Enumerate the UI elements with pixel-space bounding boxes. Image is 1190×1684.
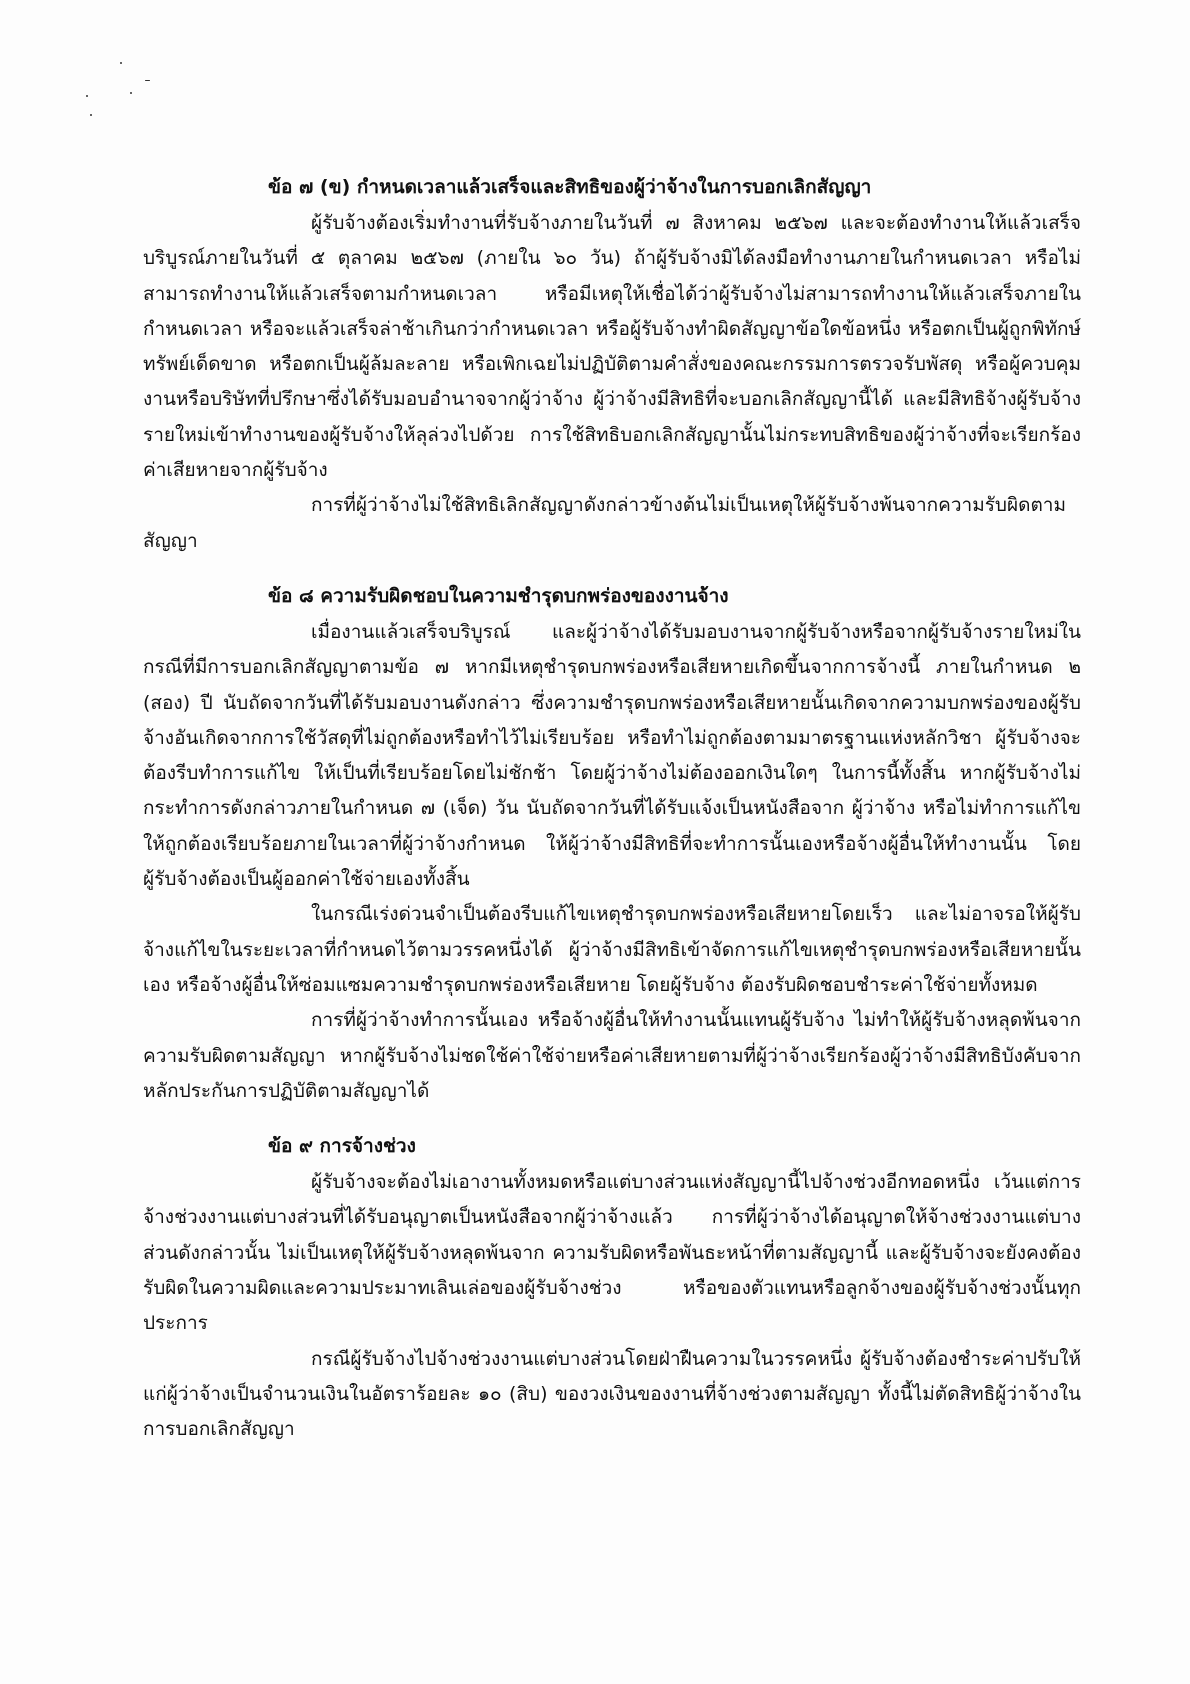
scan-speck [90,114,92,116]
clause-paragraph: ผู้รับจ้างจะต้องไม่เอางานทั้งหมดหรือแต่บางส่วนแห่งสัญญานี้ไปจ้างช่วงอีกทอดหนึ่ง เว้นแต่การจ้างช่วงงานแต่บางส่วนที่ได้รับอนุญาตเป็นหนังสือจากผู้ว่าจ้างแล้ว การที่ผู้ว่าจ้างได้อนุญาตให้จ้างช่วงงานแต่บางส่วนดังกล่าวนั้น ไม่เป็นเหตุให้ผู้รับจ้างหลุดพ้นจาก ความรับผิดหรือพันธะหน้าที่ตามสัญญานี้ และผู้รับจ้างจะยังคงต้องรับผิดในความผิดและความประมาทเลินเล่อของผู้รับจ้างช่วง หรือของตัวแทนหรือลูกจ้างของผู้รับจ้างช่วงนั้นทุกประการ [143,1171,1081,1335]
document-body [143,172,1081,1448]
clause-8 [143,581,1081,1109]
scan-speck [120,62,122,64]
clause-heading: ข้อ ๘ ความรับผิดชอบในความชำรุดบกพร่องของงานจ้าง [268,584,729,607]
clause-paragraph: ในกรณีเร่งด่วนจำเป็นต้องรีบแก้ไขเหตุชำรุดบกพร่องหรือเสียหายโดยเร็ว และไม่อาจรอให้ผู้รับจ้างแก้ไขในระยะเวลาที่กำหนดไว้ตามวรรคหนึ่งได้ ผู้ว่าจ้างมีสิทธิเข้าจัดการแก้ไขเหตุชำรุดบกพร่องหรือเสียหายนั้นเอง หรือจ้างผู้อื่นให้ซ่อมแซมความชำรุดบกพร่องหรือเสียหาย โดยผู้รับจ้าง ต้องรับผิดชอบชำระค่าใช้จ่ายทั้งหมด [143,903,1081,996]
clause-paragraph: เมื่องานแล้วเสร็จบริบูรณ์ และผู้ว่าจ้างได้รับมอบงานจากผู้รับจ้างหรือจากผู้รับจ้างรายใหม่ในกรณีที่มีการบอกเลิกสัญญาตามข้อ ๗ หากมีเหตุชำรุดบกพร่องหรือเสียหายเกิดขึ้นจากการจ้างนี้ ภายในกำหนด ๒ (สอง) ปี นับถัดจากวันที่ได้รับมอบงานดังกล่าว ซึ่งความชำรุดบกพร่องหรือเสียหายนั้นเกิดจากความบกพร่องของผู้รับจ้างอันเกิดจากการใช้วัสดุที่ไม่ถูกต้องหรือทำไว้ไม่เรียบร้อย หรือทำไม่ถูกต้องตามมาตรฐานแห่งหลักวิชา ผู้รับจ้างจะต้องรีบทำการแก้ไข ให้เป็นที่เรียบร้อยโดยไม่ชักช้า โดยผู้ว่าจ้างไม่ต้องออกเงินใดๆ ในการนี้ทั้งสิ้น หากผู้รับจ้างไม่กระทำการดังกล่าวภายในกำหนด ๗ (เจ็ด) วัน นับถัดจากวันที่ได้รับแจ้งเป็นหนังสือจาก ผู้ว่าจ้าง หรือไม่ทำการแก้ไขให้ถูกต้องเรียบร้อยภายในเวลาที่ผู้ว่าจ้างกำหนด ให้ผู้ว่าจ้างมีสิทธิที่จะทำการนั้นเองหรือจ้างผู้อื่นให้ทำงานนั้น โดยผู้รับจ้างต้องเป็นผู้ออกค่าใช้จ่ายเองทั้งสิ้น [143,620,1081,891]
clause-paragraph: การที่ผู้ว่าจ้างทำการนั้นเอง หรือจ้างผู้อื่นให้ทำงานนั้นแทนผู้รับจ้าง ไม่ทำให้ผู้รับจ้างหลุดพ้นจากความรับผิดตามสัญญา หากผู้รับจ้างไม่ชดใช้ค่าใช้จ่ายหรือค่าเสียหายตามที่ผู้ว่าจ้างเรียกร้องผู้ว่าจ้างมีสิทธิบังคับจากหลักประกันการปฏิบัติตามสัญญาได้ [143,1009,1081,1102]
clause-paragraph: ผู้รับจ้างต้องเริ่มทำงานที่รับจ้างภายในวันที่ ๗ สิงหาคม ๒๕๖๗ และจะต้องทำงานให้แล้วเสร็จบริบูรณ์ภายในวันที่ ๕ ตุลาคม ๒๕๖๗ (ภายใน ๖๐ วัน) ถ้าผู้รับจ้างมิได้ลงมือทำงานภายในกำหนดเวลา หรือไม่สามารถทำงานให้แล้วเสร็จตามกำหนดเวลา หรือมีเหตุให้เชื่อได้ว่าผู้รับจ้างไม่สามารถทำงานให้แล้วเสร็จภายในกำหนดเวลา หรือจะแล้วเสร็จล่าช้าเกินกว่ากำหนดเวลา หรือผู้รับจ้างทำผิดสัญญาข้อใดข้อหนึ่ง หรือตกเป็นผู้ถูกพิทักษ์ทรัพย์เด็ดขาด หรือตกเป็นผู้ล้มละลาย หรือเพิกเฉยไม่ปฏิบัติตามคำสั่งของคณะกรรมการตรวจรับพัสดุ หรือผู้ควบคุมงานหรือบริษัทที่ปรึกษาซึ่งได้รับมอบอำนาจจากผู้ว่าจ้าง ผู้ว่าจ้างมีสิทธิที่จะบอกเลิกสัญญานี้ได้ และมีสิทธิจ้างผู้รับจ้างรายใหม่เข้าทำงานของผู้รับจ้างให้ลุล่วงไปด้วย การใช้สิทธิบอกเลิกสัญญานั้นไม่กระทบสิทธิของผู้ว่าจ้างที่จะเรียกร้องค่าเสียหายจากผู้รับจ้าง [143,212,1081,482]
clause-paragraph: กรณีผู้รับจ้างไปจ้างช่วงงานแต่บางส่วนโดยฝ่าฝืนความในวรรคหนึ่ง ผู้รับจ้างต้องชำระค่าปรับให้แก่ผู้ว่าจ้างเป็นจำนวนเงินในอัตราร้อยละ ๑๐ (สิบ) ของวงเงินของงานที่จ้างช่วงตามสัญญา ทั้งนี้ไม่ตัดสิทธิผู้ว่าจ้างในการบอกเลิกสัญญา [143,1347,1081,1441]
clause-heading: ข้อ ๙ การจ้างช่วง [268,1135,416,1158]
clause-7b [143,172,1081,559]
clause-heading: ข้อ ๗ (ข) กำหนดเวลาแล้วเสร็จและสิทธิของผู้ว่าจ้างในการบอกเลิกสัญญา [268,176,872,198]
clause-paragraph: การที่ผู้ว่าจ้างไม่ใช้สิทธิเลิกสัญญาดังกล่าวข้างต้นไม่เป็นเหตุให้ผู้รับจ้างพ้นจากความรับผิดตามสัญญา [143,494,1066,552]
scan-speck [130,92,132,94]
scan-speck [86,95,88,97]
clause-9 [143,1131,1081,1447]
scan-speck [145,80,150,81]
